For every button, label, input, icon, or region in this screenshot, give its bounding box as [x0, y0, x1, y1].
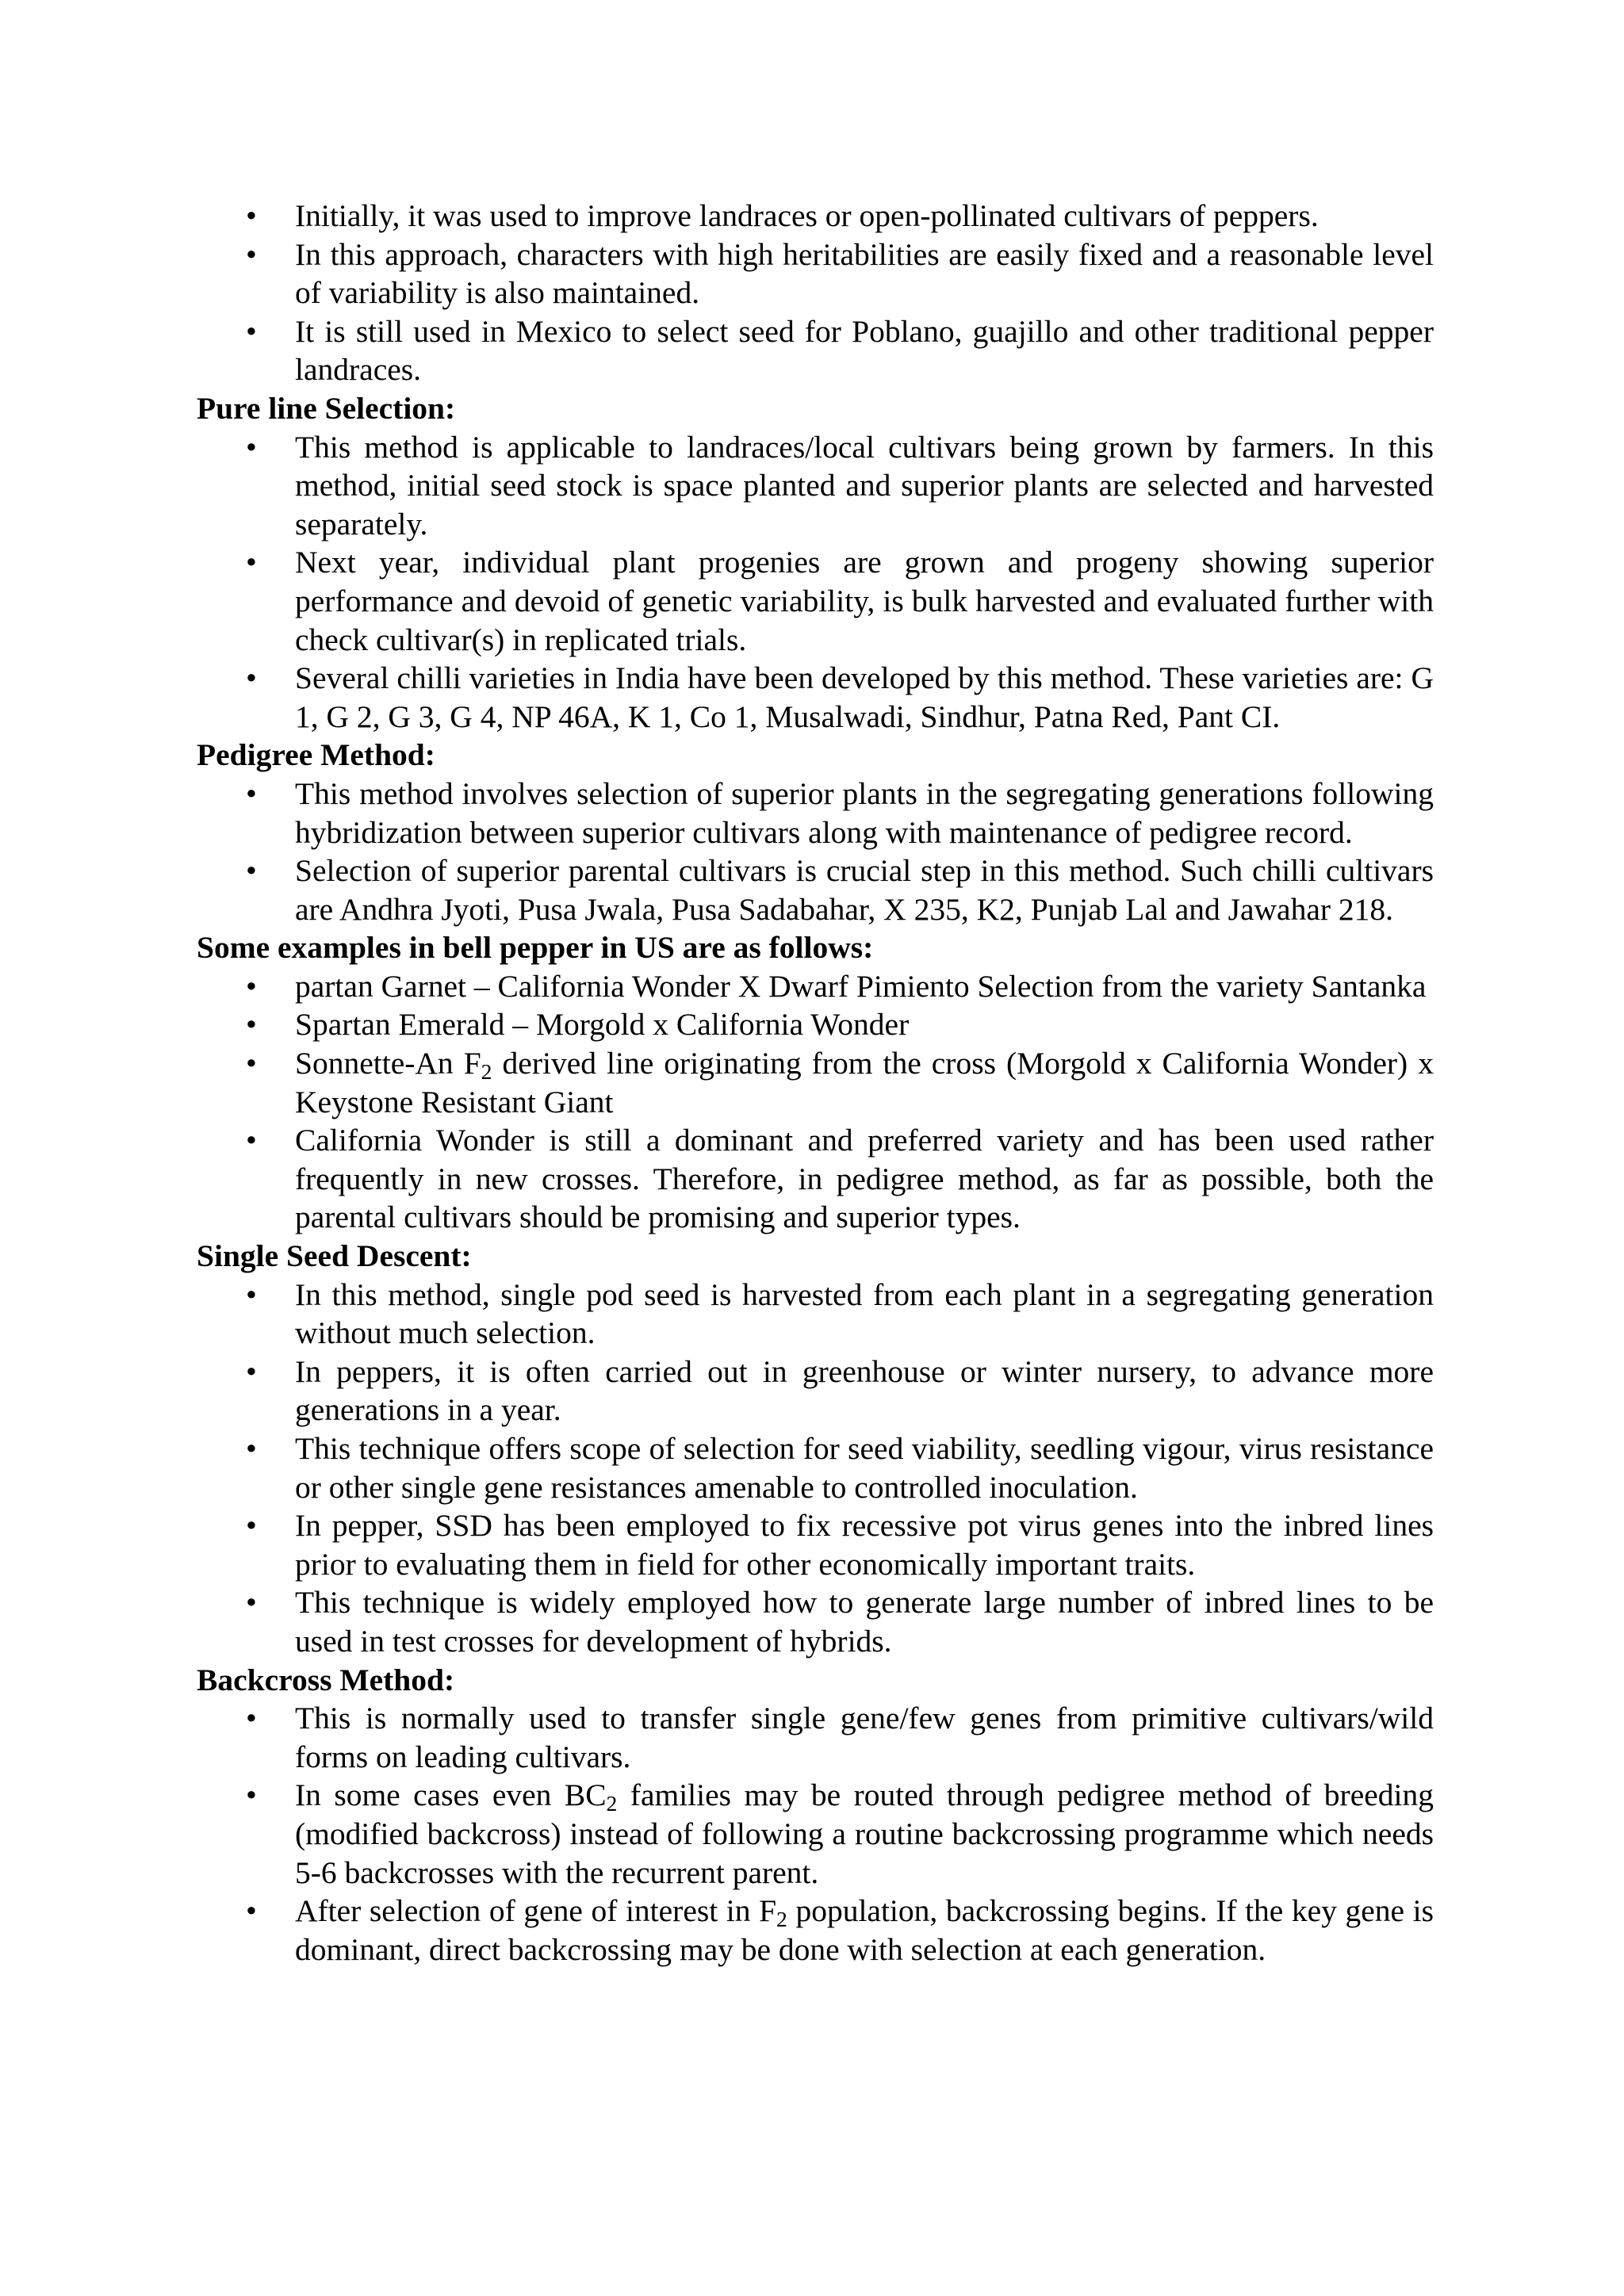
- text-span: population, backcrossing begins. If the key gene is dominant, direct backcrossing may be done with selection at each generation.: [295, 1893, 1434, 1967]
- list-item: • Initially, it was used to improve landraces or open-pollinated cultivars of peppers.: [197, 197, 1434, 235]
- list-item: • In peppers, it is often carried out in greenhouse or winter nursery, to advance more generations in a year.: [197, 1353, 1434, 1429]
- section-heading-pedigree: Pedigree Method:: [197, 737, 435, 773]
- list-item: • This method involves selection of superior plants in the segregating generations following hybridization between superior cultivars along with maintenance of pedigree record.: [197, 775, 1434, 851]
- text-span: In some cases even BC: [295, 1777, 607, 1813]
- text-span: After selection of gene of interest in F: [295, 1893, 777, 1929]
- section-heading-ssd: Single Seed Descent:: [197, 1238, 472, 1274]
- text-span: Sonnette-An F: [295, 1046, 481, 1081]
- list-item: [197, 1044, 1434, 1121]
- list-item: • Selection of superior parental cultivars is crucial step in this method. Such chilli cultivars are Andhra Jyoti, Pusa Jwala, Pusa Sadabahar, X 235, K2, Punjab Lal and Jawahar 218.: [197, 851, 1434, 928]
- list-item: • Next year, individual plant progenies are grown and progeny showing superior performance and devoid of genetic variability, is bulk harvested and evaluated further with check cultivar(s) in replicated trials.: [197, 543, 1434, 659]
- list-item: • California Wonder is still a dominant and preferred variety and has been used rather frequently in new crosses. Therefore, in pedigree method, as far as possible, both the parental cultivars should be promising and superior types.: [197, 1121, 1434, 1237]
- list-item: • Spartan Emerald – Morgold x California Wonder: [197, 1005, 1434, 1044]
- list-item: • Several chilli varieties in India have been developed by this method. These varieties are: G 1, G 2, G 3, G 4, NP 46A, K 1, Co 1, Musalwadi, Sindhur, Patna Red, Pant CI.: [197, 659, 1434, 736]
- text-span: derived line originating from the cross (Morgold x California Wonder) x Keystone Resistant Giant: [295, 1046, 1434, 1119]
- subscript: 2: [606, 1791, 618, 1816]
- subscript: 2: [481, 1058, 492, 1084]
- list-item: • This technique offers scope of selection for seed viability, seedling vigour, virus resistance or other single gene resistances amenable to controlled inoculation.: [197, 1429, 1434, 1506]
- subscript: 2: [776, 1907, 787, 1932]
- section-heading-backcross: Backcross Method:: [197, 1662, 455, 1697]
- pedigree-bullet-list: [197, 775, 1434, 928]
- section-heading-pure-line: Pure line Selection:: [197, 390, 456, 426]
- list-item: [197, 1776, 1434, 1892]
- list-item: • partan Garnet – California Wonder X Dwarf Pimiento Selection from the variety Santanka: [197, 967, 1434, 1006]
- text-span: families may be routed through pedigree method of breeding (modified backcross) instead of following a routine backcrossing programme which needs 5-6 backcrosses with the recurrent parent.: [295, 1777, 1434, 1890]
- list-item: • This method is applicable to landraces/local cultivars being grown by farmers. In this method, initial seed stock is space planted and superior plants are selected and harvested separately.: [197, 428, 1434, 544]
- section-heading-bell-pepper: Some examples in bell pepper in US are as follows:: [197, 930, 874, 966]
- ssd-bullet-list: [197, 1276, 1434, 1661]
- pure-line-bullet-list: [197, 428, 1434, 737]
- list-item: • This technique is widely employed how to generate large number of inbred lines to be used in test crosses for development of hybrids.: [197, 1583, 1434, 1660]
- list-item: • It is still used in Mexico to select seed for Poblano, guajillo and other traditional pepper landraces.: [197, 312, 1434, 389]
- list-item: • In this method, single pod seed is harvested from each plant in a segregating generation without much selection.: [197, 1276, 1434, 1353]
- list-item: • In pepper, SSD has been employed to fix recessive pot virus genes into the inbred lines prior to evaluating them in field for other economically important traits.: [197, 1506, 1434, 1583]
- document-body: [197, 197, 1434, 1969]
- bell-pepper-bullet-list: [197, 967, 1434, 1237]
- list-item: • In this approach, characters with high heritabilities are easily fixed and a reasonable level of variability is also maintained.: [197, 235, 1434, 312]
- backcross-bullet-list: [197, 1699, 1434, 1969]
- list-item: [197, 1892, 1434, 1969]
- intro-bullet-list: [197, 197, 1434, 389]
- list-item: • This is normally used to transfer single gene/few genes from primitive cultivars/wild forms on leading cultivars.: [197, 1699, 1434, 1776]
